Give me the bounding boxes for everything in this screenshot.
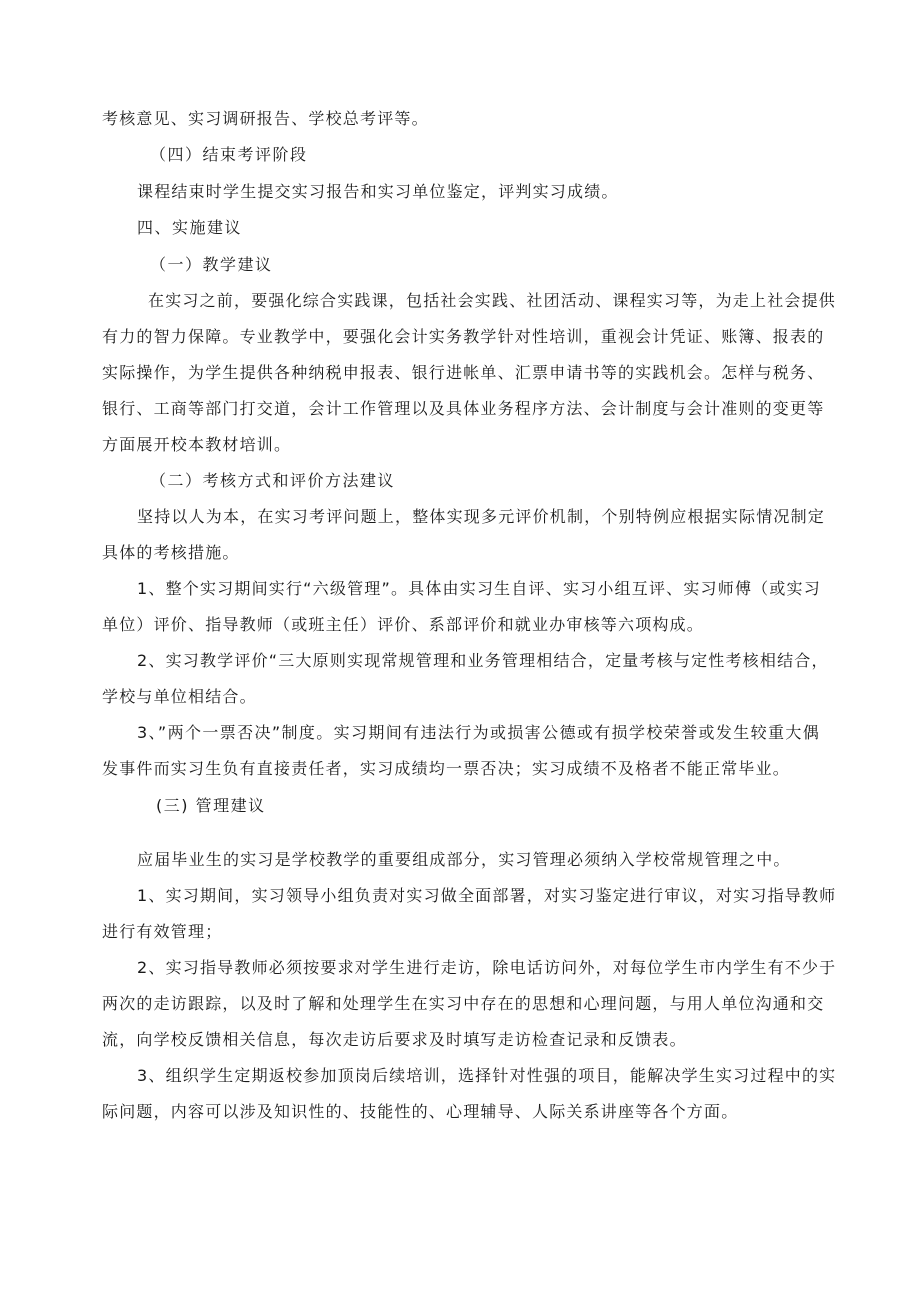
section-heading: （四）结束考评阶段 bbox=[150, 145, 308, 164]
paragraph-line: 具体的考核措施。 bbox=[102, 543, 240, 562]
paragraph-line: 应届毕业生的实习是学校教学的重要组成部分，实习管理必须纳入学校常规管理之中。 bbox=[137, 850, 791, 869]
paragraph-line: 方面展开校本教材培训。 bbox=[102, 435, 292, 454]
paragraph-line: 坚持以人为本，在实习考评问题上，整体实现多元评价机制，个别特例应根据实际情况制定 bbox=[137, 507, 826, 526]
paragraph-line: 在实习之前，要强化综合实践课，包括社会实践、社团活动、课程实习等，为走上社会提供 bbox=[148, 291, 837, 310]
section-heading: 四、实施建议 bbox=[137, 218, 243, 237]
paragraph-line: 实际操作，为学生提供各种纳税申报表、银行进帐单、汇票申请书等的实践机会。怎样与税务、 bbox=[102, 363, 825, 382]
paragraph-line: 际问题，内容可以涉及知识性的、技能性的、心理辅导、人际关系讲座等各个方面。 bbox=[102, 1102, 739, 1121]
paragraph-line: 2、实习教学评价“三大原则实现常规管理和业务管理相结合，定量考核与定性考核相结合， bbox=[137, 651, 829, 670]
paragraph-line: 发事件而实习生负有直接责任者，实习成绩均一票否决；实习成绩不及格者不能正常毕业。 bbox=[102, 759, 791, 778]
paragraph-line: 课程结束时学生提交实习报告和实习单位鉴定，评判实习成绩。 bbox=[137, 182, 619, 201]
paragraph-line: 单位）评价、指导教师（或班主任）评价、系部评价和就业办审核等六项构成。 bbox=[102, 615, 705, 634]
paragraph-line: 流，向学校反馈相关信息，每次走访后要求及时填写走访检查记录和反馈表。 bbox=[102, 1030, 687, 1049]
paragraph-line: 2、实习指导教师必须按要求对学生进行走访，除电话访问外，对每位学生市内学生有不少于 bbox=[137, 958, 837, 977]
paragraph-line: 有力的智力保障。专业教学中，要强化会计实务教学针对性培训，重视会计凭证、账簿、报表的 bbox=[102, 327, 825, 346]
paragraph-line: 两次的走访跟踪，以及时了解和处理学生在实习中存在的思想和心理问题，与用人单位沟通和交 bbox=[102, 994, 825, 1013]
paragraph-line: 3、”两个一票否决”制度。实习期间有违法行为或损害公德或有损学校荣誉或发生较重大偶 bbox=[137, 723, 820, 742]
paragraph-line: 考核意见、实习调研报告、学校总考评等。 bbox=[102, 109, 429, 128]
section-heading: (三) 管理建议 bbox=[156, 796, 266, 815]
section-heading: （二）考核方式和评价方法建议 bbox=[150, 471, 396, 490]
paragraph-line: 1、整个实习期间实行“六级管理”。具体由实习生自评、实习小组互评、实习师傅（或实习 bbox=[137, 579, 821, 598]
paragraph-line: 进行有效管理； bbox=[102, 922, 223, 941]
section-heading: （一）教学建议 bbox=[150, 255, 273, 274]
paragraph-line: 学校与单位相结合。 bbox=[102, 687, 257, 706]
paragraph-line: 银行、工商等部门打交道，会计工作管理以及具体业务程序方法、会计制度与会计准则的变更等 bbox=[102, 399, 825, 418]
paragraph-line: 1、实习期间，实习领导小组负责对实习做全面部署，对实习鉴定进行审议，对实习指导教师 bbox=[137, 886, 837, 905]
paragraph-line: 3、组织学生定期返校参加顶岗后续培训，选择针对性强的项目，能解决学生实习过程中的实 bbox=[137, 1066, 837, 1085]
